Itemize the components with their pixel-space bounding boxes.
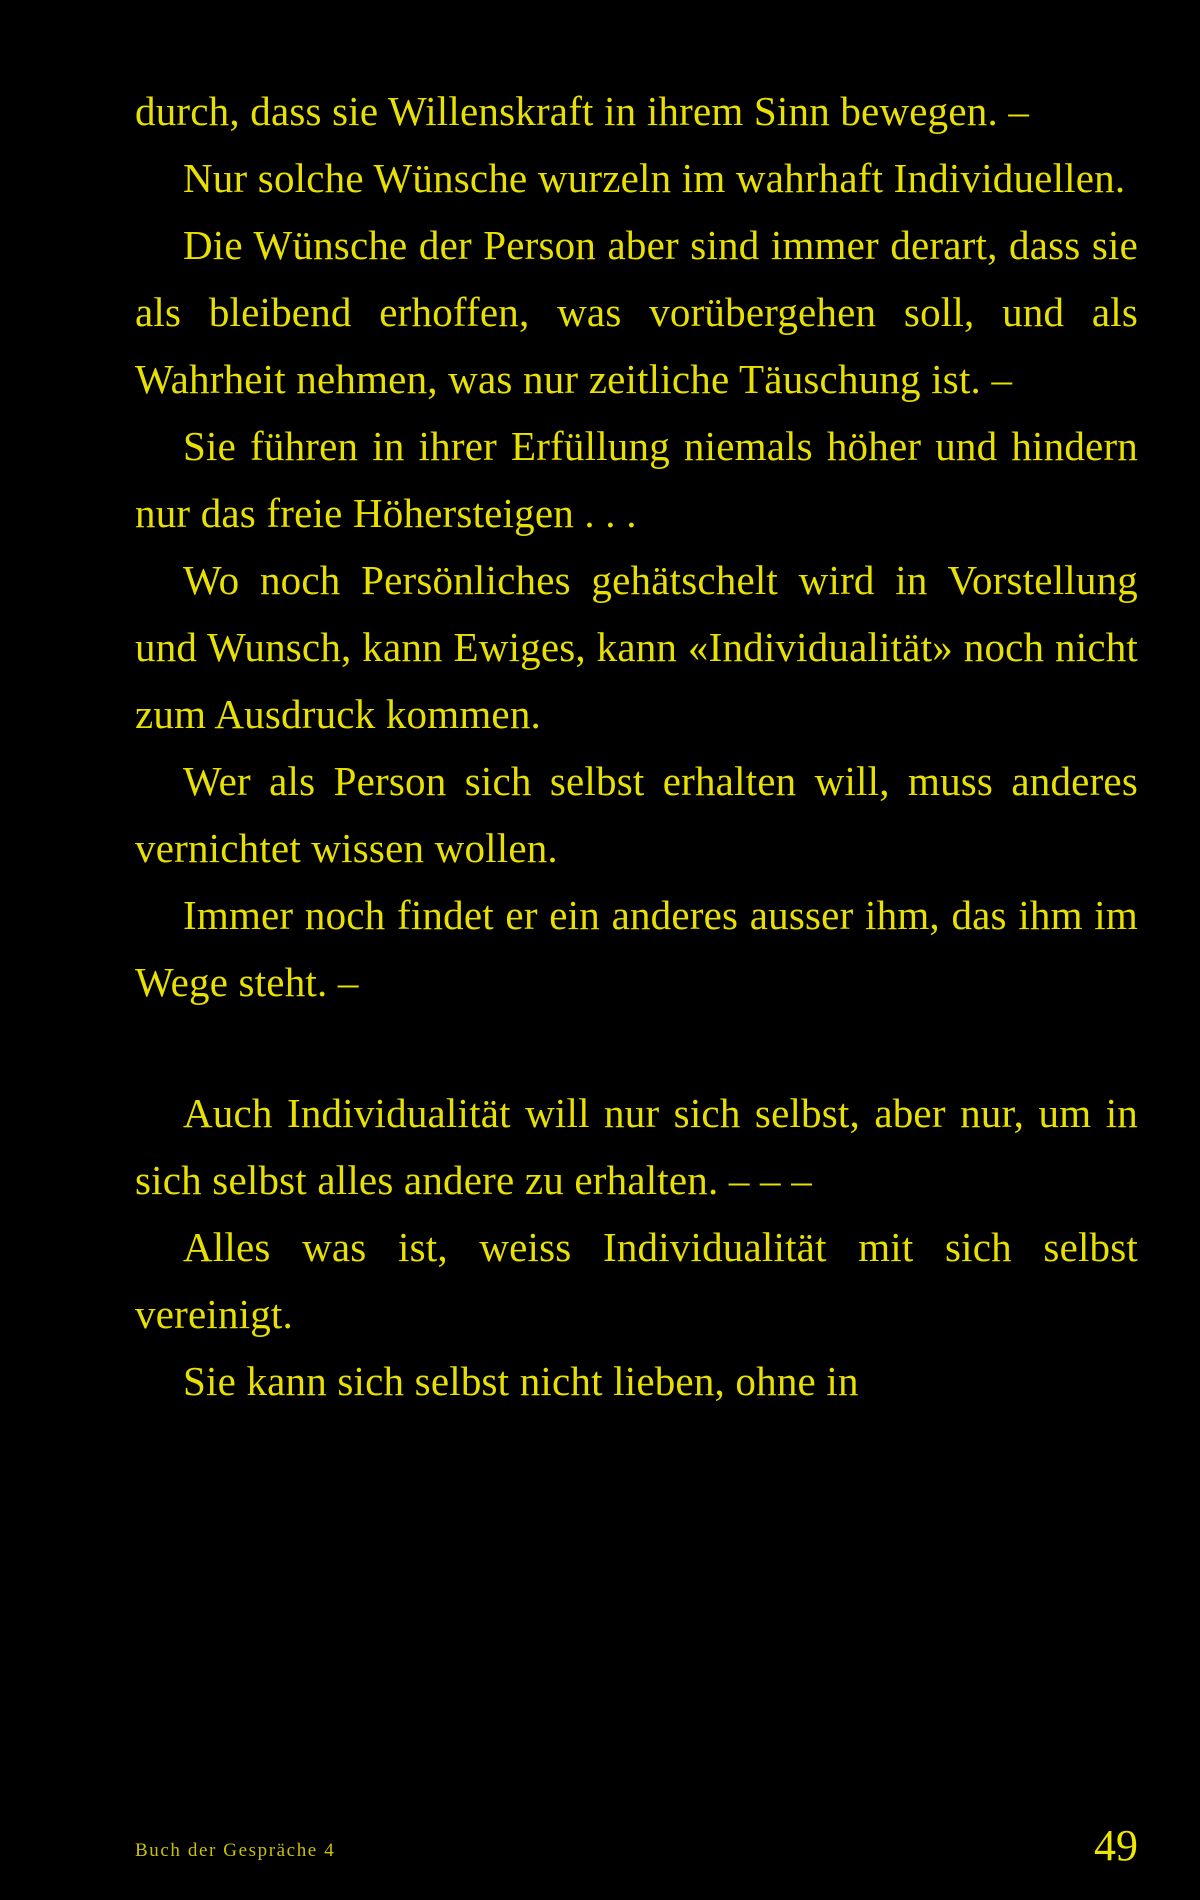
paragraph: Alles was ist, weiss Individualität mit sich selbst vereinigt. — [135, 1224, 1138, 1337]
page-body — [135, 78, 1138, 1415]
paragraph: Sie führen in ihrer Erfüllung niemals höher und hindern nur das freie Höhersteigen . . . — [135, 423, 1138, 536]
paragraph: Immer noch findet er ein anderes ausser ihm, das ihm im Wege steht. – — [135, 892, 1138, 1005]
paragraph: Die Wünsche der Person aber sind immer derart, dass sie als bleibend erhoffen, was vorübergehen soll, und als Wahrheit nehmen, was nur zeitliche Täuschung ist. – — [135, 222, 1138, 402]
paragraph: Wer als Person sich selbst erhalten will, muss anderes vernichtet wissen wollen. — [135, 758, 1138, 871]
paragraph: Auch Individualität will nur sich selbst, aber nur, um in sich selbst alles andere zu erhalten. – – – — [135, 1090, 1138, 1203]
paragraph: Wo noch Persönliches gehätschelt wird in Vorstellung und Wunsch, kann Ewiges, kann «Individualität» noch nicht zum Ausdruck kommen. — [135, 557, 1138, 737]
paragraph: Nur solche Wünsche wurzeln im wahrhaft Individuellen. — [183, 155, 1126, 201]
page-number: 49 — [1094, 1821, 1138, 1870]
paragraph: durch, dass sie Willenskraft in ihrem Sinn bewegen. – — [135, 88, 1030, 134]
running-title: Buch der Gespräche 4 — [135, 1840, 336, 1861]
paragraph: Sie kann sich selbst nicht lieben, ohne in — [183, 1358, 859, 1404]
page-footer — [135, 1821, 1138, 1870]
paragraph-spacer — [135, 1016, 1138, 1080]
